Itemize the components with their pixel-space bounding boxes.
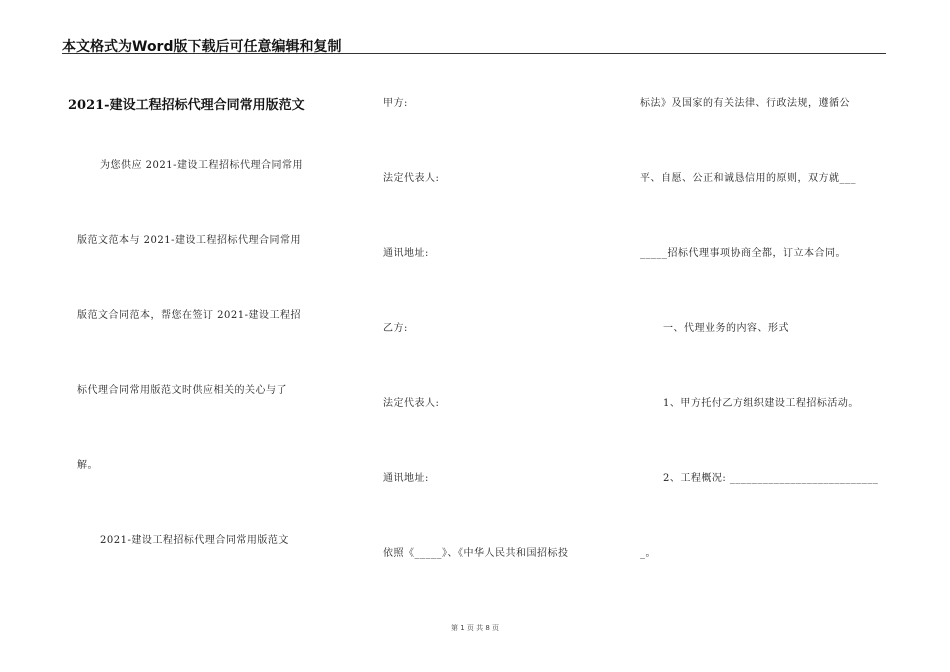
header-divider — [62, 53, 886, 54]
col1-line: 版范文合同范本，帮您在签订 2021-建设工程招 — [77, 310, 302, 321]
col2-line: 法定代表人: — [383, 398, 440, 409]
col2-line: 通讯地址: — [383, 473, 429, 484]
col2-line: 法定代表人: — [383, 173, 440, 184]
document-title: 2021-建设工程招标代理合同常用版范文 — [68, 98, 305, 113]
col3-line: _____招标代理事项协商全都，订立本合同。 — [640, 248, 846, 259]
col2-line: 依照《_____》、《中华人民共和国招标投 — [383, 548, 569, 559]
col3-line: 2、工程概况: ___________________________ — [663, 473, 879, 484]
col2-line: 甲方: — [383, 98, 408, 109]
col1-line: 版范文范本与 2021-建设工程招标代理合同常用 — [77, 235, 302, 246]
col3-line: 标法》及国家的有关法律、行政法规，遵循公 — [640, 98, 850, 109]
col1-line: 标代理合同常用版范文时供应相关的关心与了 — [77, 385, 287, 396]
col3-line: 一、代理业务的内容、形式 — [663, 323, 789, 334]
page-number: 第 1 页 共 8 页 — [450, 624, 500, 632]
col1-line: 为您供应 2021-建设工程招标代理合同常用 — [100, 160, 304, 171]
page-header: 本文格式为Word版下载后可任意编辑和复制 — [62, 39, 342, 55]
col3-line: _。 — [640, 548, 656, 559]
col2-line: 乙方: — [383, 323, 408, 334]
col3-line: 1、甲方托付乙方组织建设工程招标活动。 — [663, 398, 859, 409]
col1-line: 2021-建设工程招标代理合同常用版范文 — [100, 535, 289, 546]
col2-line: 通讯地址: — [383, 248, 429, 259]
col1-line: 解。 — [77, 460, 98, 471]
col3-line: 平、自愿、公正和诚恳信用的原则，双方就___ — [640, 173, 856, 184]
